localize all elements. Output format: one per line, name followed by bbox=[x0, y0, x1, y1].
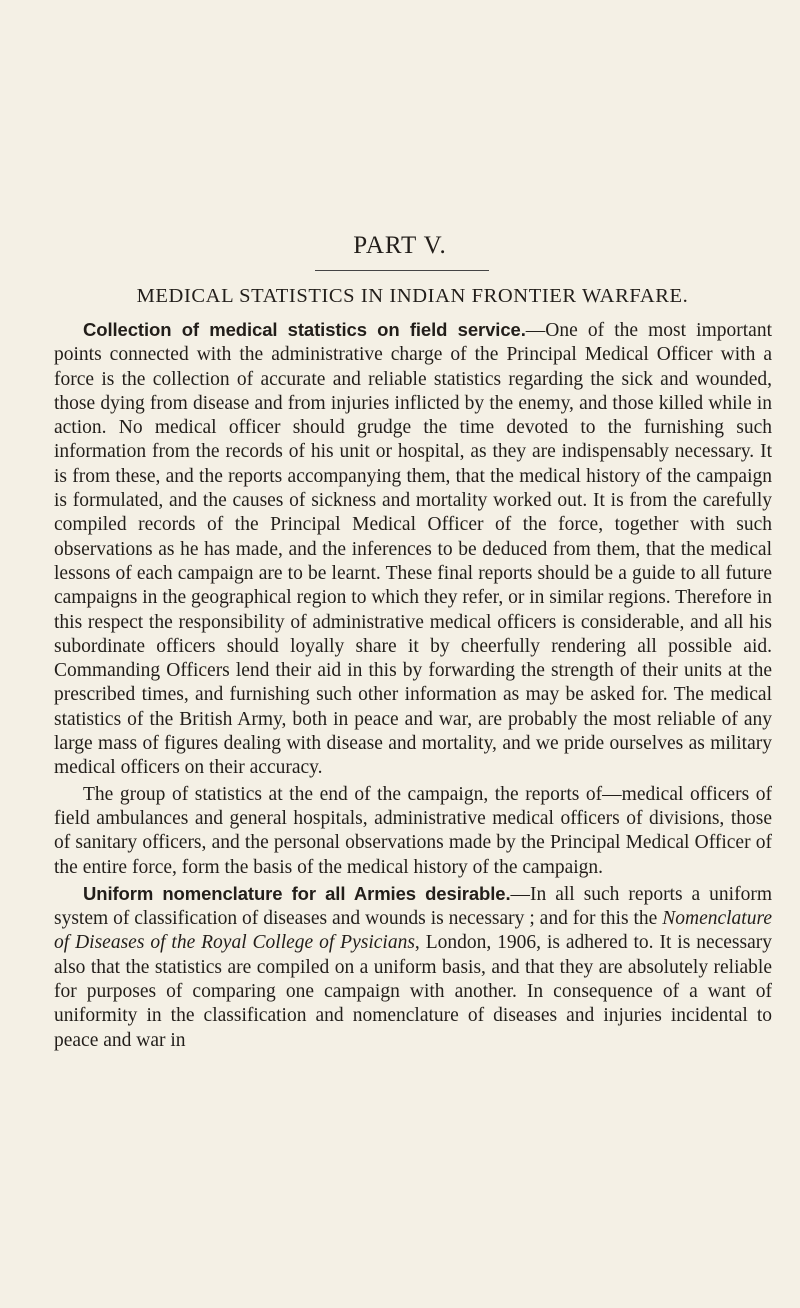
paragraph-text: The group of statistics at the end of the campaign, the reports of—medical officers of field ambulances and general hospitals, administrative medical officers of divisions, those of sanitary officers, and the personal observations made by the Principal Medical Officer of the entire force, form the basis of the medical history of the campaign. bbox=[54, 783, 772, 878]
body-text bbox=[54, 318, 772, 1053]
part-title: PART V. bbox=[353, 232, 447, 259]
paragraph-text: —In all such reports a uniform system of classification of diseases and wounds is necessary ; and for this the bbox=[54, 883, 773, 930]
title-divider bbox=[315, 270, 489, 271]
paragraph-text: —One of the most important points connected with the administrative charge of the Principal Medical Officer with a force is the collection of accurate and reliable statistics regarding the sick and wounded, those dying from disease and from injuries inflicted by the enemy, and those killed while in action. No medical officer should grudge the time devoted to the furnishing such information from the records of his unit or hospital, as they are indispensably necessary. It is from these, and the reports accompanying them, that the medical history of the campaign is formulated, and the causes of sickness and mortality worked out. It is from the carefully compiled records of the Principal Medical Officer of the force, together with such observations as he has made, and the inferences to be deduced from them, that the medical lessons of each campaign are to be learnt. These final reports should be a guide to all future campaigns in the geographical region to which they refer, or in similar regions. Therefore in this respect the responsibility of administrative medical officers is considerable, and all his subordinate officers should loyally share it by cheerfully rendering all possible aid. Commanding Officers lend their aid in this by forwarding the strength of their units at the prescribed times, and furnishing such other information as may be asked for. The medical statistics of the British Army, both in peace and war, are probably the most reliable of any large mass of figures dealing with disease and mortality, and we pride ourselves as military medical officers on their accuracy. bbox=[54, 320, 772, 779]
paragraph-text: , London, 1906, is adhered to. It is necessary also that the statistics are compiled on a uniform basis, and that they are absolutely reliable for purposes of comparing one campaign with another. In consequence of a want of uniformity in the classification and nomenclature of diseases and injuries incidental to peace and war in bbox=[54, 932, 772, 1051]
paragraph-collection-of-statistics bbox=[54, 318, 772, 781]
paragraph-group-of-statistics bbox=[54, 783, 772, 880]
paragraph-lead-heading: Uniform nomenclature for all Armies desirable. bbox=[83, 882, 511, 904]
chapter-title: MEDICAL STATISTICS IN INDIAN FRONTIER WARFARE. bbox=[136, 285, 689, 307]
paragraph-lead-heading: Collection of medical statistics on field service. bbox=[83, 319, 526, 340]
paragraph-uniform-nomenclature bbox=[54, 882, 772, 1053]
cited-work-title: Nomenclature of Diseases of the Royal College of Pysicians bbox=[54, 908, 772, 954]
